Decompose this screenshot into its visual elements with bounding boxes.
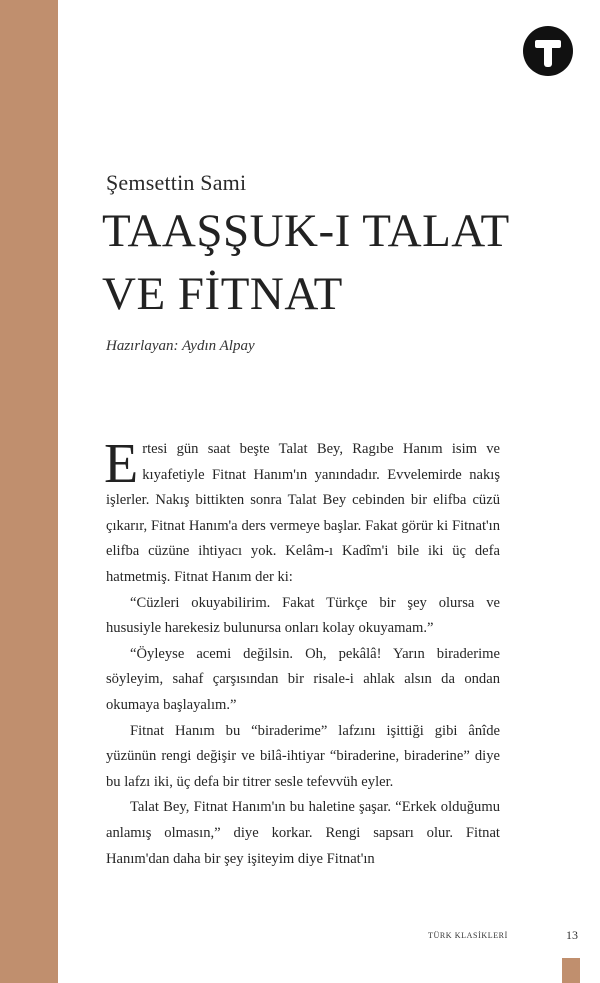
drop-cap: E	[104, 433, 139, 495]
paragraph-4: Fitnat Hanım bu “biraderime” lafzını işittiği gibi ânîde yüzünün rengi değişir ve bilâ-ihtiyar “biraderine, biraderine” diye bu lafzı iki, üç defa bir titrer sesle tefevvüh eyler.	[106, 722, 500, 790]
series-label: TÜRK KLASİKLERİ	[428, 931, 508, 940]
author-name: Şemsettin Sami	[106, 170, 247, 195]
title-line-1: TAAŞŞUK-I TALAT	[102, 205, 510, 257]
paragraph-5: Talat Bey, Fitnat Hanım'ın bu haletine şaşar. “Erkek olduğumu anlamış olmasın,” diye korkar. Rengi sapsarı olur. Fitnat Hanım'dan daha bir şey işiteyim diye Fitnat'ın	[106, 799, 500, 867]
body-text	[104, 433, 500, 872]
book-spine	[0, 0, 58, 983]
logo-stem	[544, 45, 552, 67]
paragraph-3: “Öyleyse acemi değilsin. Oh, pekâlâ! Yarın biraderime söyleyim, sahaf çarşısından bir risale-i ahlak alsın da ondan okumaya başlayalım.”	[106, 645, 500, 713]
paragraph-1	[104, 433, 500, 591]
paragraph-1-text: rtesi gün saat beşte Talat Bey, Ragıbe Hanım isim ve kıyafetiyle Fitnat Hanım'ın yanındadır. Evvelemirde nakış işlerler. Nakış bittikten sonra Talat Bey cebinden bir elifba cüzü çıkarır, Fitnat Hanım'a ders vermeye başlar. Fakat görür ki Fitnat'ın elifba cüzüne ihtiyacı yok. Kelâm-ı Kadîm'i bile iki üç defa hatmetmiş. Fitnat Hanım der ki:	[106, 441, 500, 585]
page-number: 13	[566, 928, 578, 942]
publisher-t-logo-icon	[523, 26, 573, 76]
paragraph-2: “Cüzleri okuyabilirim. Fakat Türkçe bir şey olursa ve hususiyle harekesiz bulunursa onları kolay okuyamam.”	[106, 594, 500, 637]
bookmark-ribbon	[562, 958, 580, 983]
title-line-2: VE FİTNAT	[102, 268, 343, 320]
editor-credit: Hazırlayan: Aydın Alpay	[106, 338, 255, 354]
book-title	[102, 200, 572, 326]
